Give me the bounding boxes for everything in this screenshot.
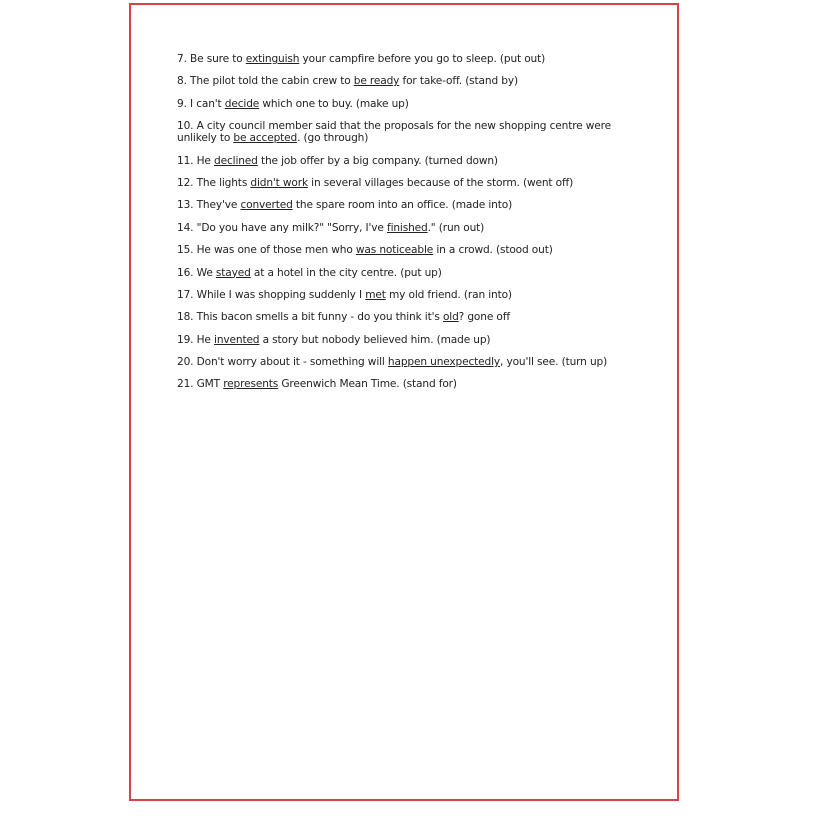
underlined-word: extinguish xyxy=(245,53,300,65)
underlined-word: converted xyxy=(240,199,293,212)
underlined-word: old xyxy=(442,311,459,324)
underlined-word: didn't work xyxy=(250,176,308,189)
exercise-item-19: 19. He invented a story but nobody believed him. (made up) xyxy=(177,333,491,346)
underlined-word: be accepted xyxy=(233,132,298,145)
exercise-item-7: 7. Be sure to extinguish your campfire before you go to sleep. (put out) xyxy=(177,53,546,65)
underlined-word: was noticeable xyxy=(355,244,434,257)
exercise-item-21: 21. GMT represents Greenwich Mean Time. (stand for) xyxy=(177,378,457,391)
underlined-word: invented xyxy=(214,333,260,346)
exercise-item-9: 9. I can't decide which one to buy. (make up) xyxy=(177,97,409,110)
underlined-word: be ready xyxy=(353,75,400,88)
underlined-word: met xyxy=(365,288,386,301)
underlined-word: stayed xyxy=(215,266,251,279)
exercise-item-20: 20. Don't worry about it - something will happen unexpectedly, you'll see. (turn up) xyxy=(177,356,608,369)
underlined-word: finished xyxy=(386,221,428,234)
exercise-item-17: 17. While I was shopping suddenly I met my old friend. (ran into) xyxy=(177,288,512,301)
exercise-item-13: 13. They've converted the spare room into an office. (made into) xyxy=(177,199,513,212)
exercise-item-11: 11. He declined the job offer by a big company. (turned down) xyxy=(177,154,498,167)
underlined-word: represents xyxy=(223,378,279,391)
exercise-item-10: 10. A city council member said that the proposals for the new shopping centre were unlikely to be accepted. (go through) xyxy=(177,120,611,145)
exercise-item-12: 12. The lights didn't work in several villages because of the storm. (went off) xyxy=(177,176,574,189)
exercise-list xyxy=(177,53,647,401)
exercise-item-15: 15. He was one of those men who was noticeable in a crowd. (stood out) xyxy=(177,244,553,257)
underlined-word: decide xyxy=(224,97,260,110)
document-page xyxy=(129,3,679,801)
exercise-item-18: 18. This bacon smells a bit funny - do you think it's old? gone off xyxy=(177,311,510,324)
underlined-word: declined xyxy=(214,154,258,167)
exercise-item-16: 16. We stayed at a hotel in the city centre. (put up) xyxy=(177,266,442,279)
underlined-word: happen unexpectedly xyxy=(387,356,501,369)
exercise-item-14: 14. "Do you have any milk?" "Sorry, I've finished." (run out) xyxy=(177,221,485,234)
exercise-item-8: 8. The pilot told the cabin crew to be ready for take-off. (stand by) xyxy=(177,75,518,88)
